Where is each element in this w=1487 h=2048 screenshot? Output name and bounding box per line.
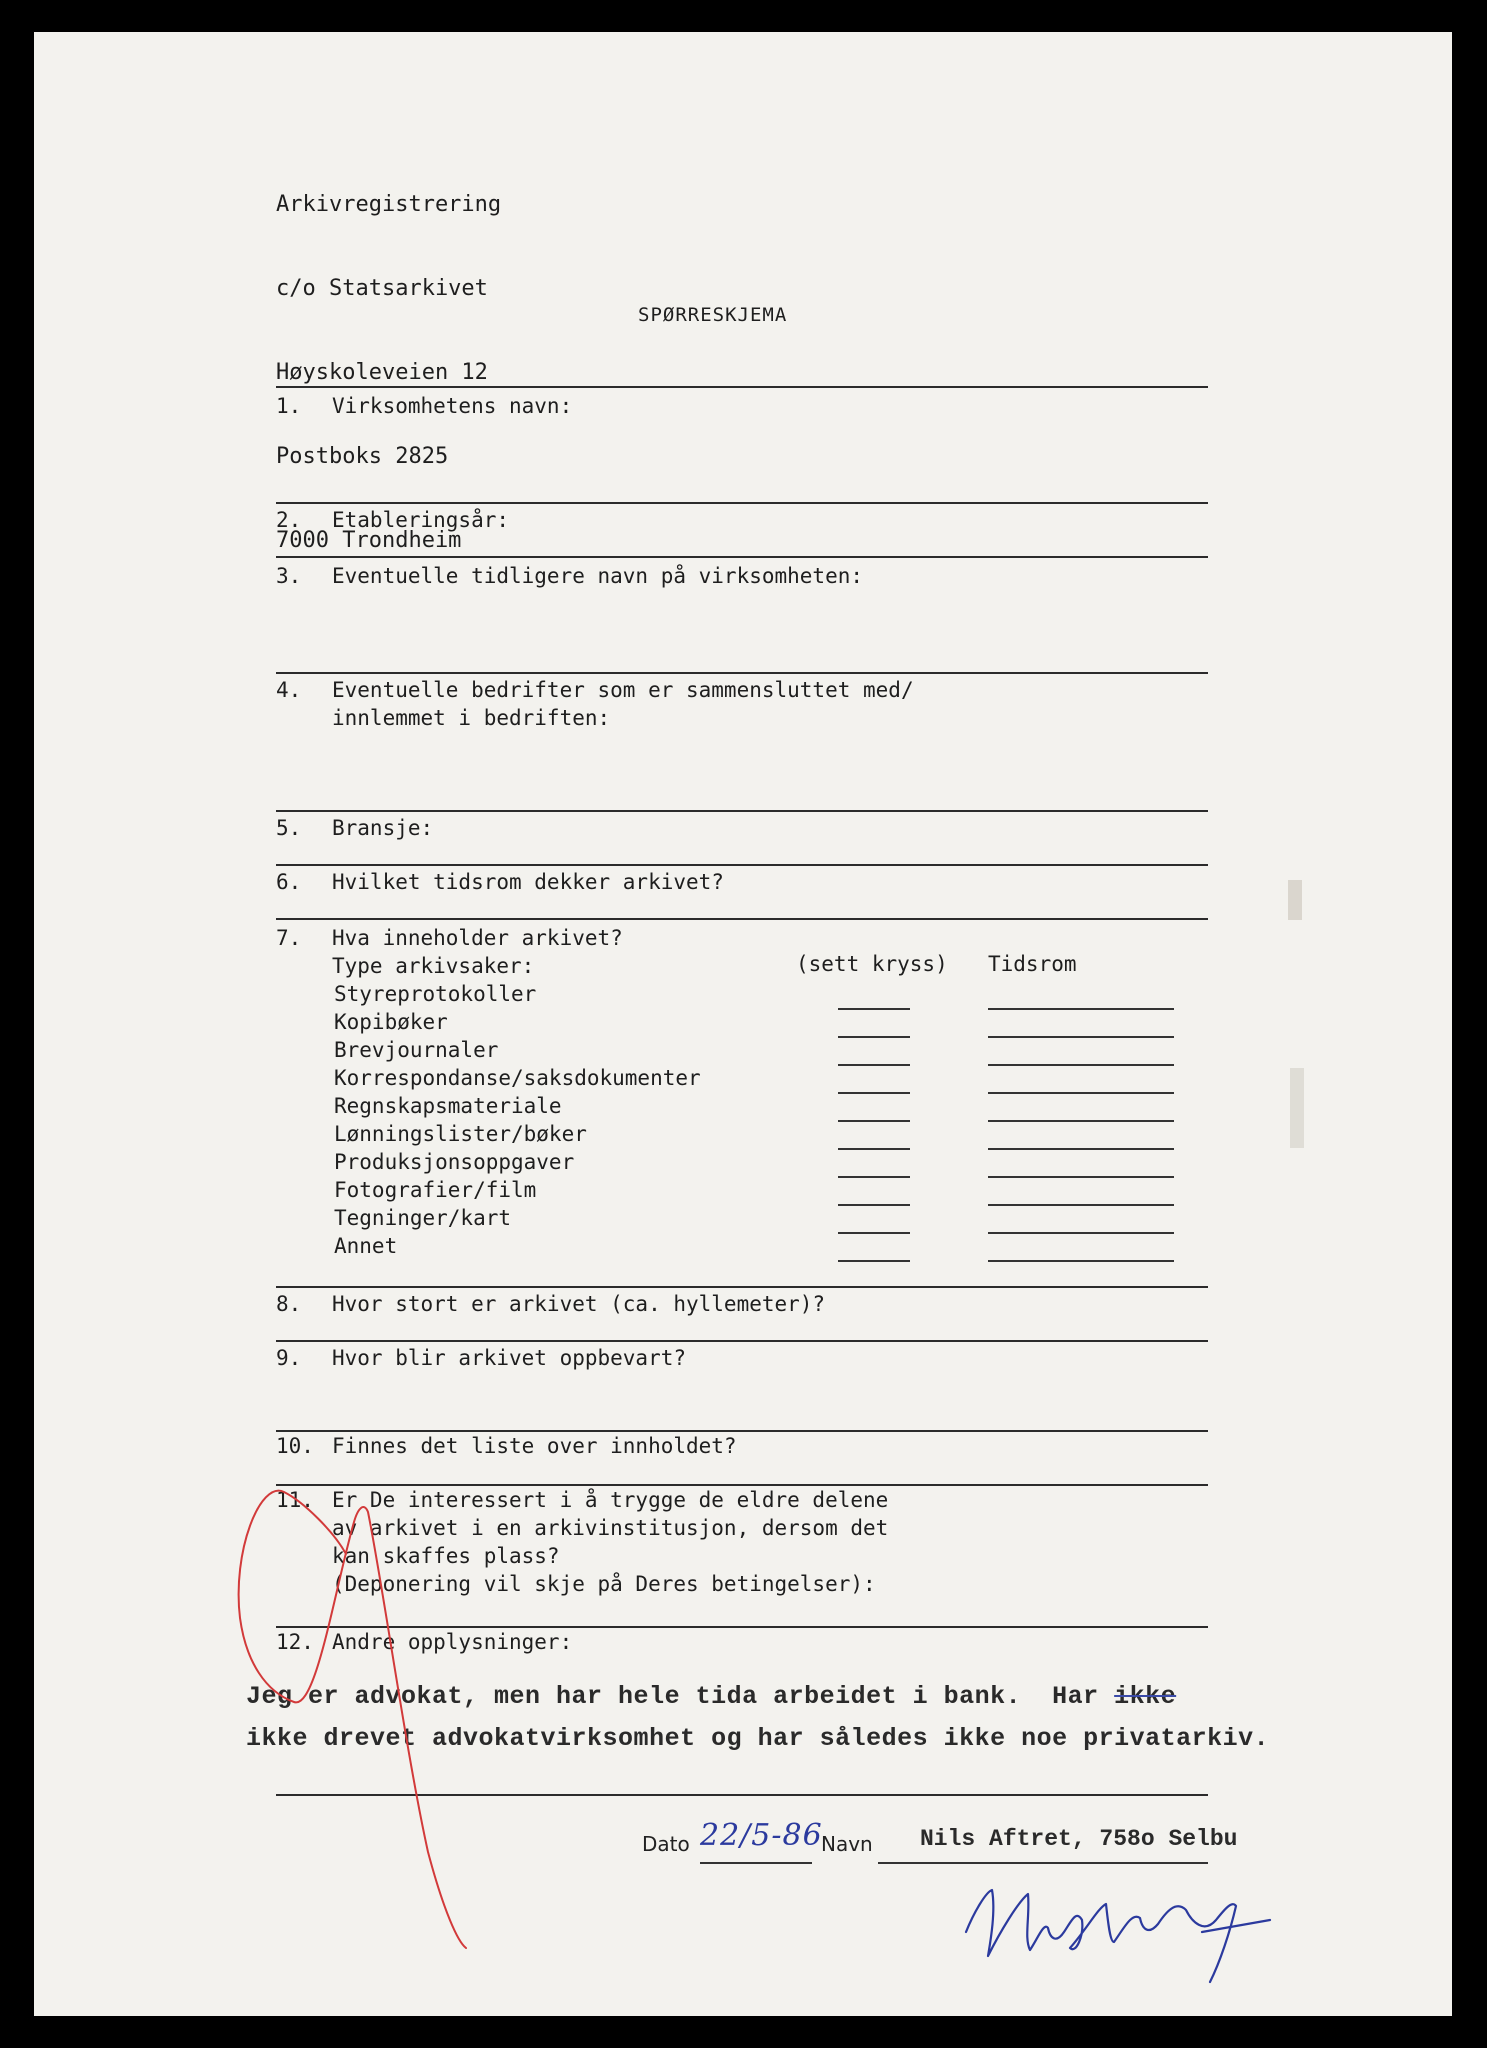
archive-type-item: Styreprotokoller: [334, 982, 537, 1006]
question-11-line: (Deponering vil skje på Deres betingelser):: [332, 1572, 876, 1596]
question-number: 4.: [276, 678, 302, 702]
archive-type-item: Korrespondanse/saksdokumenter: [334, 1066, 701, 1090]
question-number: 7.: [276, 926, 302, 950]
question-number: 10.: [276, 1434, 314, 1458]
scan-artifact: [1290, 1068, 1304, 1148]
question-number: 3.: [276, 564, 302, 588]
question-11-line: kan skaffes plass?: [332, 1544, 560, 1568]
question-4-continued: innlemmet i bedriften:: [332, 706, 611, 730]
archive-type-item: Fotografier/film: [334, 1178, 537, 1202]
struck-word: ikke: [1114, 1682, 1177, 1711]
question-text: Er De interessert i å trygge de eldre delene: [332, 1488, 889, 1512]
question-number: 5.: [276, 816, 302, 840]
answer-line-2: ikke drevet advokatvirksomhet og har således ikke noe privatarkiv.: [246, 1724, 1270, 1753]
form-page: [34, 32, 1452, 2016]
question-text: Virksomhetens navn:: [332, 394, 573, 418]
question-text: Hvilket tidsrom dekker arkivet?: [332, 870, 724, 894]
address-line: Høyskoleveien 12: [276, 360, 488, 385]
address-line: Postboks 2825: [276, 444, 449, 469]
date-value: 22/5-86: [700, 1818, 823, 1853]
scan-artifact: [1288, 880, 1302, 920]
question-text: Bransje:: [332, 816, 434, 840]
date-label: Dato: [642, 1832, 690, 1856]
name-label: Navn: [821, 1832, 873, 1856]
column-header-cross: (sett kryss): [796, 952, 948, 976]
question-text: Eventuelle bedrifter som er sammensluttet med/: [332, 678, 914, 702]
archive-type-item: Produksjonsoppgaver: [334, 1150, 575, 1174]
question-number: 9.: [276, 1346, 302, 1370]
type-label: Type arkivsaker:: [332, 954, 535, 978]
question-number: 11.: [276, 1488, 314, 1512]
question-text: Andre opplysninger:: [332, 1630, 573, 1654]
question-number: 1.: [276, 394, 302, 418]
question-text: Hvor stort er arkivet (ca. hyllemeter)?: [332, 1292, 826, 1316]
address-line: 7000 Trondheim: [276, 528, 462, 553]
archive-type-item: Regnskapsmateriale: [334, 1094, 562, 1118]
archive-type-item: Annet: [334, 1234, 398, 1258]
question-number: 8.: [276, 1292, 302, 1316]
question-number: 6.: [276, 870, 302, 894]
column-header-period: Tidsrom: [988, 952, 1077, 976]
signature-mark: [966, 1890, 1270, 1982]
question-text: Hva inneholder arkivet?: [332, 926, 623, 950]
question-text: Finnes det liste over innholdet?: [332, 1434, 737, 1458]
question-11-line: av arkivet i en arkivinstitusjon, dersom det: [332, 1516, 889, 1540]
archive-type-item: Kopibøker: [334, 1010, 448, 1034]
question-text: Etableringsår:: [332, 508, 510, 532]
address-line: c/o Statsarkivet: [276, 276, 488, 301]
archive-type-item: Lønningslister/bøker: [334, 1122, 587, 1146]
annotation-overlay: [34, 32, 1452, 2016]
archive-type-item: Brevjournaler: [334, 1038, 499, 1062]
question-text: Eventuelle tidligere navn på virksomheten:: [332, 564, 864, 588]
question-number: 12.: [276, 1630, 314, 1654]
question-text: Hvor blir arkivet oppbevart?: [332, 1346, 687, 1370]
answer-text: Jeg er advokat, men har hele tida arbeidet i bank. Har: [246, 1682, 1115, 1711]
address-line: Arkivregistrering: [276, 192, 502, 217]
form-title: SPØRRESKJEMA: [638, 304, 788, 326]
question-number: 2.: [276, 508, 302, 532]
name-value: Nils Aftret, 758o Selbu: [920, 1826, 1238, 1852]
archive-type-item: Tegninger/kart: [334, 1206, 512, 1230]
red-check-mark: [239, 1491, 466, 1948]
